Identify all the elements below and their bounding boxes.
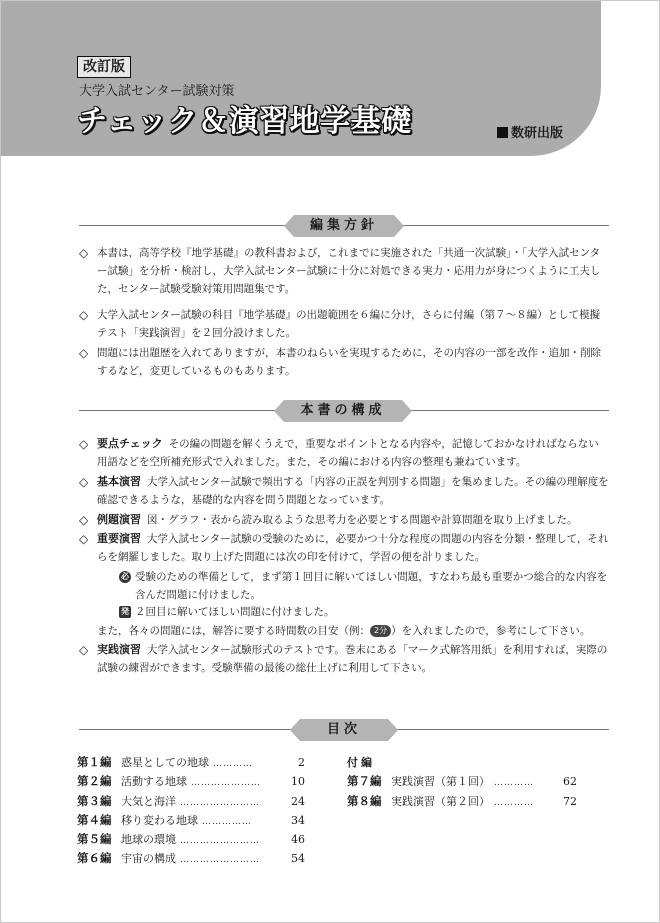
structure-term: 実践演習 — [97, 643, 141, 656]
toc-entry[interactable] — [77, 849, 305, 868]
time-note-text: また，各々の問題には，解答に要する時間数の目安（例： — [97, 625, 370, 637]
toc-page-number: 24 — [291, 794, 305, 808]
structure-item — [79, 435, 609, 471]
toc-page-number: 54 — [291, 852, 305, 866]
structure-item — [79, 511, 609, 529]
policy-item-text: 問題には出題歴を入れてありますが，本書のねらいを実現するために，その内容の一部を改作・追加・削除するなど，変更しているものもあります。 — [97, 347, 601, 377]
policy-section-heading — [79, 215, 609, 237]
policy-item-text: 大学入試センター試験の科目『地学基礎』の出題範囲を６編に分け，さらに付編（第７～８編）として模擬テスト「実践演習」を２回分設けました。 — [97, 309, 601, 339]
toc-part-title: 地球の環境 — [121, 833, 176, 847]
toc-section-heading — [79, 719, 609, 741]
diamond-bullet-icon: ◇ — [79, 475, 89, 489]
toc-entry[interactable] — [77, 811, 305, 830]
mark-legend-item — [119, 603, 609, 621]
publisher — [497, 122, 563, 141]
diamond-bullet-icon: ◇ — [79, 346, 89, 360]
structure-term: 要点チェック — [97, 437, 163, 450]
toc-entry[interactable] — [347, 772, 577, 791]
second-pass-mark-icon: 発 — [121, 607, 129, 616]
toc-part-no: 第３編 — [77, 793, 112, 808]
publisher-square-icon — [497, 127, 508, 138]
toc-part-title: 移り変わる地球 — [121, 813, 198, 827]
time-note-text-end: ）を入れましたので，参考にして下さい。 — [391, 625, 591, 637]
structure-term: 基本演習 — [97, 475, 141, 488]
toc-part-title: 活動する地球 — [121, 775, 187, 789]
toc-leader: …………………… — [180, 836, 260, 847]
toc-part-title: 実践演習（第２回） — [391, 794, 490, 808]
toc-appendix-label: 付編 — [347, 756, 375, 769]
diamond-bullet-icon: ◇ — [79, 437, 89, 451]
toc-page-number: 34 — [291, 813, 305, 827]
toc-part-title: 実践演習（第１回） — [391, 775, 490, 789]
toc-part-no: 第６編 — [77, 851, 112, 866]
mark-legend-item — [119, 568, 609, 604]
toc-part-title: 宇宙の構成 — [121, 852, 176, 866]
toc-heading-label: 目次 — [300, 719, 388, 741]
diamond-bullet-icon: ◇ — [79, 246, 89, 260]
structure-term: 例題演習 — [97, 513, 141, 526]
toc-part-no: 第５編 — [77, 832, 112, 847]
toc-part-no: 第４編 — [77, 812, 112, 827]
toc-entry[interactable] — [77, 830, 305, 849]
policy-item-text: 本書は，高等学校『地学基礎』の教科書および，これまでに実施された「共通一次試験」・「大学入試センター試験」を分析・検討し，大学入試センター試験に十分に対処できる実力・応用力が身につくように工夫した，センター試験受験対策用問題集です。 — [97, 247, 601, 295]
time-note — [97, 622, 609, 640]
diamond-bullet-icon: ◇ — [79, 643, 89, 657]
toc-page-number: 72 — [563, 794, 577, 808]
structure-text: 大学入試センター試験形式のテストです。巻末にある「マーク式解答用紙」を利用すれば，実際の試験の練習ができます。受験準備の最後の総仕上げに利用して下さい。 — [97, 644, 608, 674]
toc-entry[interactable] — [77, 753, 305, 772]
structure-item — [79, 641, 609, 677]
structure-section-heading — [79, 400, 609, 422]
toc-part-title: 大気と海洋 — [121, 794, 176, 808]
mark-legend-text: 受験のための準備として，まず第１回目に解いてほしい問題，すなわち最も重要かつ総合的な内容を含んだ問題に付けました。 — [135, 571, 608, 601]
structure-item — [79, 473, 609, 509]
toc-page-number: 46 — [291, 833, 305, 847]
toc-leader: …………… — [202, 816, 252, 827]
toc-page-number: 2 — [298, 756, 305, 769]
policy-item — [79, 244, 609, 298]
policy-item — [79, 306, 609, 342]
book-title: チェック＆演習地学基礎 — [77, 104, 412, 139]
structure-term: 重要演習 — [97, 532, 141, 545]
structure-text: 大学入試センター試験で頻出する「内容の正誤を判別する問題」を集めました。その編の理解度を確認できるような，基礎的な内容を問う問題となっています。 — [97, 476, 609, 506]
required-mark-icon: 必 — [121, 572, 129, 581]
toc-part-no: 第７編 — [347, 774, 382, 789]
policy-heading-label: 編集方針 — [294, 215, 394, 237]
publisher-name: 数研出版 — [511, 126, 564, 141]
toc-entry[interactable] — [347, 792, 577, 811]
diamond-bullet-icon: ◇ — [79, 532, 89, 546]
time-badge-icon: 2分 — [370, 625, 391, 637]
structure-text: その編の問題を解くうえで，重要なポイントとなる内容や，記憶しておかなければならない用語などを空所補充形式で入れました。また，その編における内容の整理も兼ねています。 — [97, 438, 599, 468]
toc-left-column — [77, 753, 305, 869]
toc-part-no: 第１編 — [77, 755, 112, 769]
structure-text: 大学入試センター試験の受験のために，必要かつ十分な程度の問題の内容を分類・整理して，それらを網羅しました。取り上げた問題には次の印を付けて，学習の便を計りました。 — [97, 533, 609, 563]
toc-leader: ………… — [494, 797, 534, 808]
diamond-bullet-icon: ◇ — [79, 513, 89, 527]
series-label: 大学入試センター試験対策 — [79, 84, 235, 99]
structure-heading-label: 本書の構成 — [284, 400, 402, 422]
toc-leader: ………………… — [191, 778, 261, 789]
toc-page-number: 62 — [563, 775, 577, 789]
toc-part-no: 第２編 — [77, 774, 112, 789]
toc-entry[interactable] — [77, 792, 305, 811]
structure-text: 図・グラフ・表から読み取るような思考力を必要とする問題や計算問題を取り上げました。 — [147, 514, 578, 526]
toc-page-number: 10 — [291, 775, 305, 789]
toc-leader: ………… — [494, 778, 534, 789]
structure-item — [79, 530, 609, 566]
toc-right-column — [347, 753, 577, 811]
toc-entry[interactable] — [77, 772, 305, 791]
mark-legend-text: ２回目に解いてほしい問題に付けました。 — [135, 606, 335, 618]
toc-leader: ………… — [213, 759, 253, 769]
toc-leader: …………………… — [180, 797, 260, 808]
policy-item — [79, 344, 609, 380]
toc-part-title: 惑星としての地球 — [121, 756, 209, 769]
toc-part-no: 第８編 — [347, 793, 382, 808]
edition-badge: 改訂版 — [77, 56, 131, 78]
diamond-bullet-icon: ◇ — [79, 308, 89, 322]
toc-leader: …………………… — [180, 855, 260, 866]
